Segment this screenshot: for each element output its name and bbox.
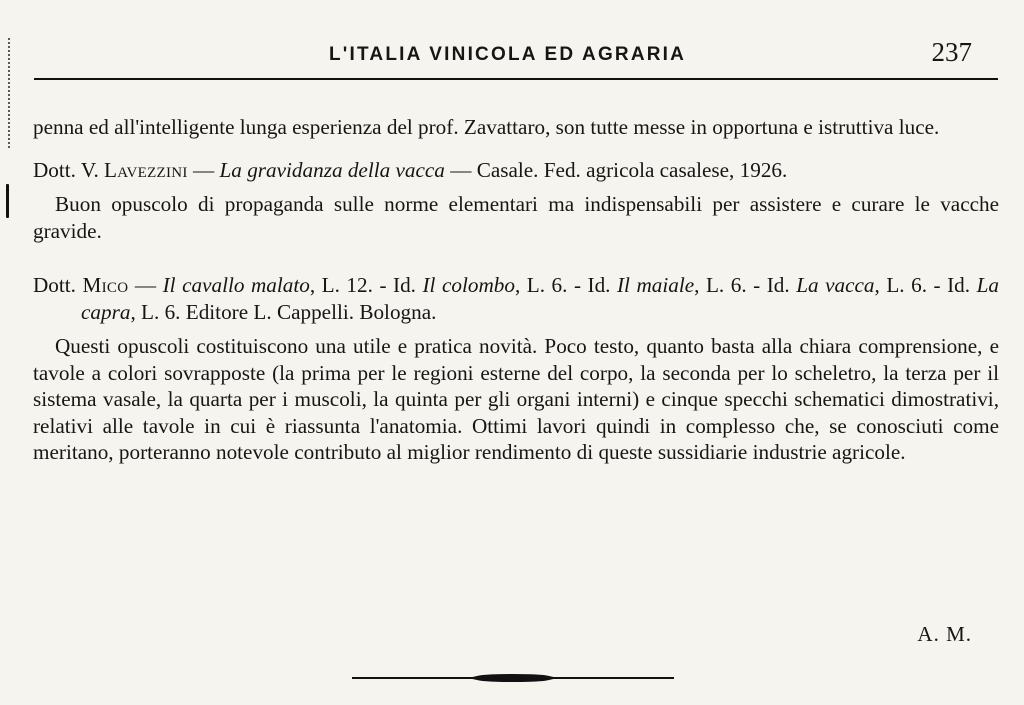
margin-dotted-mark [8, 38, 14, 148]
review-text-block [33, 114, 999, 466]
author-name: Mico [82, 273, 129, 297]
page-header [34, 34, 998, 80]
margin-bracket-mark [6, 184, 9, 218]
entry-dash: — [187, 157, 220, 182]
page-number: 237 [931, 37, 972, 67]
price-text: , L. 12. - Id. [309, 273, 423, 297]
bibliographic-entry-lavezzini [33, 157, 999, 184]
publication-details: , L. 6. Editore L. Cappelli. Bologna. [130, 299, 437, 324]
entry-dash: — [128, 273, 163, 297]
book-title: La capra [81, 273, 999, 324]
header-rule [34, 78, 998, 80]
ornament-center [468, 674, 558, 682]
price-text: , L. 6. - Id. [514, 273, 617, 297]
bibliographic-entry-mico [33, 272, 999, 325]
book-title: La gravidanza della vacca [219, 157, 445, 182]
publication-details: Casale. Fed. agricola casalese, 1926. [476, 157, 788, 182]
continuation-paragraph: penna ed all'intelligente lunga esperienza del prof. Zavattaro, son tutte messe in opportuna e istruttiva luce. [33, 115, 940, 139]
author-name: Lavezzini [104, 157, 188, 182]
entry-dash: — [444, 157, 477, 182]
book-title: Il maiale [617, 273, 695, 297]
review-paragraph-mico: Questi opuscoli costituiscono una utile e pratica novità. Poco testo, quanto basta alla chiara comprensione, e tavole a colori sovrapposte (la prima per le regioni esterne del corpo, la seconda per lo scheletro, la terza per il sistema vasale, la quarta per i muscoli, la quinta per gli organi interni) e cinque specchi schematici dimostrativi, relativi alle tavole in cui è riassunta l'anatomia. Ottimi lavori quindi in complesso che, se conosciuti come meritano, porteranno notevole contributo al miglior rendimento di queste sussidiarie industrie agricole. [33, 334, 999, 464]
review-paragraph-lavezzini: Buon opuscolo di propaganda sulle norme elementari ma indispensabili per assistere e curare le vacche gravide. [33, 192, 999, 243]
book-title: Il colombo [422, 273, 515, 297]
price-text: , L. 6. - Id. [874, 273, 977, 297]
reviewer-signature: A. M. [917, 622, 972, 646]
author-prefix: Dott. V. [33, 157, 105, 182]
author-prefix: Dott. [33, 273, 83, 297]
section-end-ornament [352, 671, 674, 685]
running-title: L'ITALIA VINICOLA ED AGRARIA [329, 44, 687, 65]
book-title: La vacca [796, 273, 875, 297]
book-title: Il cavallo malato [162, 273, 310, 297]
price-text: , L. 6. - Id. [694, 273, 797, 297]
